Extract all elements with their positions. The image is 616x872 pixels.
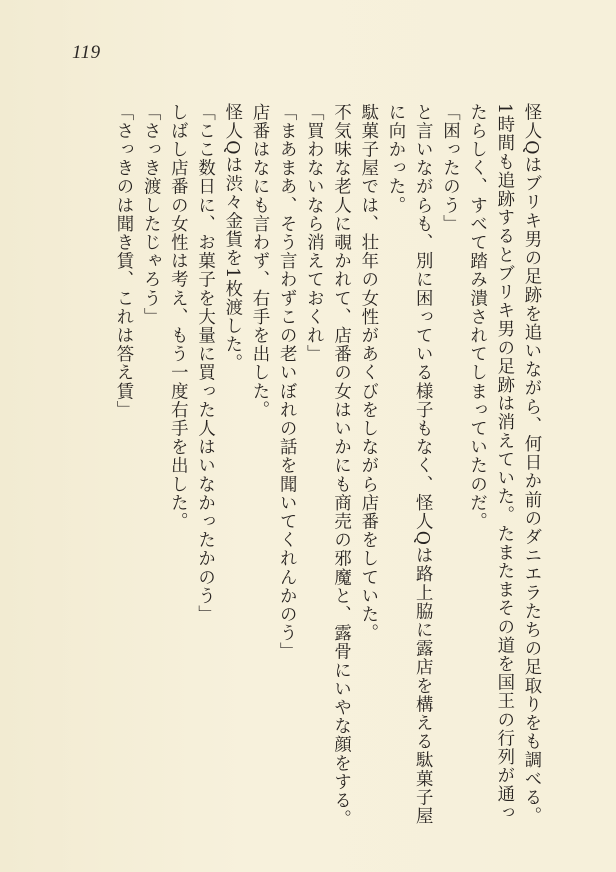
text-line-14: しばし店番の女性は考え、もう一度右手を出した。 — [167, 103, 188, 531]
text-line-5: と言いながらも、別に困っている様子もなく、怪人Qは路上脇に露店を構える駄菓子屋 — [412, 103, 433, 826]
text-line-1: 怪人Qはブリキ男の足跡を追いながら、何日か前のダニエラたちの足取りをも調べる。 — [521, 103, 541, 826]
page-number: 119 — [72, 42, 101, 63]
text-line-4: 「困ったのう」 — [439, 103, 460, 234]
text-line-12: 怪人Qは渋々金貨を1枚渡した。 — [221, 103, 242, 373]
text-line-3: たらしく、すべて踏み潰されてしまっていたのだ。 — [466, 103, 487, 531]
text-line-6: に向かった。 — [384, 103, 405, 215]
text-line-15: 「さっき渡したじゃろう」 — [140, 103, 161, 327]
text-line-8: 不気味な老人に覗かれて、店番の女はいかにも商売の邪魔と、露骨にいやな顔をする。 — [330, 103, 351, 829]
text-line-2: 1時間も追跡するとブリキ男の足跡は消えていた。たまたまその道を国王の行列が通っ — [493, 103, 514, 823]
text-line-7: 駄菓子屋では、壮年の女性があくびをしながら店番をしていた。 — [357, 103, 378, 643]
text-line-16: 「さっきのは聞き賃、これは答え賃」 — [112, 103, 133, 420]
text-line-10: 「まあまあ、そう言わずこの老いぼれの話を聞いてくれんかのう」 — [276, 103, 297, 661]
text-line-13: 「ここ数日に、お菓子を大量に買った人はいなかったかのう」 — [194, 103, 215, 624]
vertical-text-body — [109, 103, 544, 829]
text-line-11: 店番はなにも言わず、右手を出した。 — [248, 103, 269, 420]
text-line-9: 「買わないなら消えておくれ」 — [303, 103, 324, 364]
